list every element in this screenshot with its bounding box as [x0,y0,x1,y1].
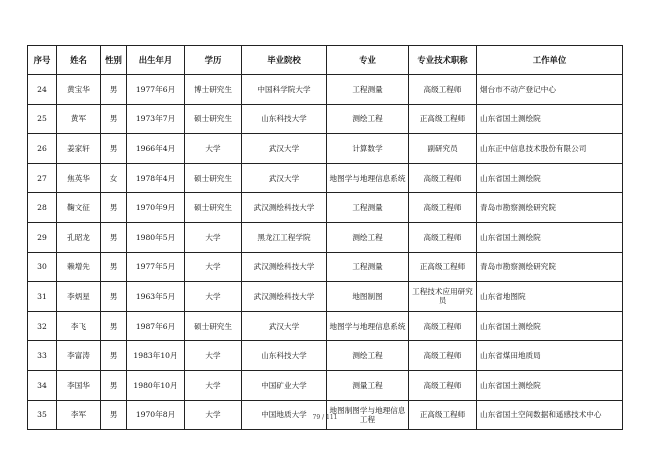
cell-major: 地图制图学与地理信息工程 [327,400,409,430]
table-row [28,163,623,193]
cell-school: 武汉大学 [242,134,327,164]
cell-name: 焦英华 [57,163,101,193]
cell-birth: 1970年9月 [127,193,185,223]
cell-birth: 1963年5月 [127,282,185,312]
cell-name: 李国华 [57,370,101,400]
personnel-table [27,45,623,430]
cell-title: 高级工程师 [409,222,477,252]
cell-birth: 1987年6月 [127,311,185,341]
cell-name: 孔昭龙 [57,222,101,252]
cell-unit: 烟台市不动产登记中心 [477,75,623,105]
cell-no: 24 [28,75,57,105]
cell-title: 高级工程师 [409,163,477,193]
cell-school: 武汉大学 [242,163,327,193]
cell-name: 李炳星 [57,282,101,312]
table-row [28,75,623,105]
cell-gender: 男 [101,134,127,164]
cell-name: 姜家轩 [57,134,101,164]
cell-gender: 男 [101,311,127,341]
cell-no: 30 [28,252,57,282]
cell-title: 高级工程师 [409,341,477,371]
cell-unit: 山东省国土测绘院 [477,104,623,134]
table-row [28,104,623,134]
cell-no: 31 [28,282,57,312]
cell-edu: 硕士研究生 [185,163,242,193]
page-number: 79 / 111 [312,414,338,421]
cell-edu: 博士研究生 [185,75,242,105]
cell-gender: 男 [101,104,127,134]
cell-birth: 1980年5月 [127,222,185,252]
cell-major: 工程测量 [327,252,409,282]
cell-title: 高级工程师 [409,311,477,341]
cell-title: 高级工程师 [409,370,477,400]
cell-name: 赖增先 [57,252,101,282]
cell-major: 测绘工程 [327,341,409,371]
cell-major: 地图学与地理信息系统 [327,163,409,193]
cell-title: 高级工程师 [409,193,477,223]
header-no: 序号 [28,46,57,75]
cell-name: 李富涛 [57,341,101,371]
header-major: 专业 [327,46,409,75]
cell-edu: 大学 [185,134,242,164]
cell-school: 中国矿业大学 [242,370,327,400]
cell-gender: 男 [101,282,127,312]
cell-unit: 山东省地图院 [477,282,623,312]
cell-birth: 1980年10月 [127,370,185,400]
cell-no: 25 [28,104,57,134]
cell-no: 32 [28,311,57,341]
cell-edu: 大学 [185,222,242,252]
cell-major: 测绘工程 [327,222,409,252]
cell-major: 地图学与地理信息系统 [327,311,409,341]
cell-name: 李飞 [57,311,101,341]
cell-edu: 大学 [185,341,242,371]
cell-no: 26 [28,134,57,164]
cell-gender: 男 [101,75,127,105]
cell-no: 33 [28,341,57,371]
table-row [28,311,623,341]
table-header-row [28,46,623,75]
cell-unit: 山东省国土测绘院 [477,370,623,400]
cell-major: 测绘工程 [327,104,409,134]
cell-name: 黄军 [57,104,101,134]
cell-no: 28 [28,193,57,223]
cell-unit: 山东省国土测绘院 [477,311,623,341]
table-row [28,282,623,312]
header-gender: 性别 [101,46,127,75]
table-row [28,341,623,371]
cell-birth: 1966年4月 [127,134,185,164]
header-unit: 工作单位 [477,46,623,75]
cell-edu: 大学 [185,400,242,430]
cell-name: 鞠文征 [57,193,101,223]
cell-gender: 男 [101,222,127,252]
cell-school: 中国科学院大学 [242,75,327,105]
cell-title: 正高级工程师 [409,252,477,282]
cell-name: 黄宝华 [57,75,101,105]
table-row [28,134,623,164]
cell-title: 高级工程师 [409,75,477,105]
cell-birth: 1973年7月 [127,104,185,134]
cell-title: 副研究员 [409,134,477,164]
header-education: 学历 [185,46,242,75]
cell-unit: 山东省国土测绘院 [477,222,623,252]
cell-gender: 男 [101,341,127,371]
cell-unit: 山东省煤田地质局 [477,341,623,371]
cell-major: 工程测量 [327,193,409,223]
table-row [28,222,623,252]
cell-school: 武汉测绘科技大学 [242,193,327,223]
cell-gender: 男 [101,370,127,400]
cell-title: 正高级工程师 [409,400,477,430]
cell-school: 中国地质大学 [242,400,327,430]
header-title: 专业技术职称 [409,46,477,75]
cell-birth: 1970年8月 [127,400,185,430]
cell-major: 工程测量 [327,75,409,105]
table-row [28,252,623,282]
cell-school: 黑龙江工程学院 [242,222,327,252]
cell-gender: 女 [101,163,127,193]
cell-name: 李军 [57,400,101,430]
cell-school: 山东科技大学 [242,341,327,371]
cell-gender: 男 [101,400,127,430]
cell-birth: 1978年4月 [127,163,185,193]
cell-edu: 大学 [185,252,242,282]
cell-edu: 硕士研究生 [185,311,242,341]
cell-birth: 1983年10月 [127,341,185,371]
cell-no: 34 [28,370,57,400]
cell-unit: 山东正中信息技术股份有限公司 [477,134,623,164]
cell-no: 27 [28,163,57,193]
cell-school: 武汉测绘科技大学 [242,282,327,312]
cell-no: 29 [28,222,57,252]
cell-unit: 青岛市勘察测绘研究院 [477,252,623,282]
cell-school: 山东科技大学 [242,104,327,134]
cell-birth: 1977年5月 [127,252,185,282]
cell-edu: 大学 [185,282,242,312]
cell-gender: 男 [101,252,127,282]
cell-unit: 山东省国土测绘院 [477,163,623,193]
header-name: 姓名 [57,46,101,75]
cell-unit: 青岛市勘察测绘研究院 [477,193,623,223]
cell-title: 工程技术应用研究员 [409,282,477,312]
header-birth: 出生年月 [127,46,185,75]
cell-school: 武汉大学 [242,311,327,341]
cell-edu: 大学 [185,370,242,400]
cell-unit: 山东省国土空间数据和遥感技术中心 [477,400,623,430]
cell-edu: 硕士研究生 [185,193,242,223]
cell-major: 计算数学 [327,134,409,164]
table-row [28,193,623,223]
cell-title: 正高级工程师 [409,104,477,134]
header-school: 毕业院校 [242,46,327,75]
cell-edu: 硕士研究生 [185,104,242,134]
table-row [28,370,623,400]
cell-no: 35 [28,400,57,430]
cell-school: 武汉测绘科技大学 [242,252,327,282]
cell-birth: 1977年6月 [127,75,185,105]
cell-major: 地图制图 [327,282,409,312]
cell-gender: 男 [101,193,127,223]
cell-major: 测量工程 [327,370,409,400]
